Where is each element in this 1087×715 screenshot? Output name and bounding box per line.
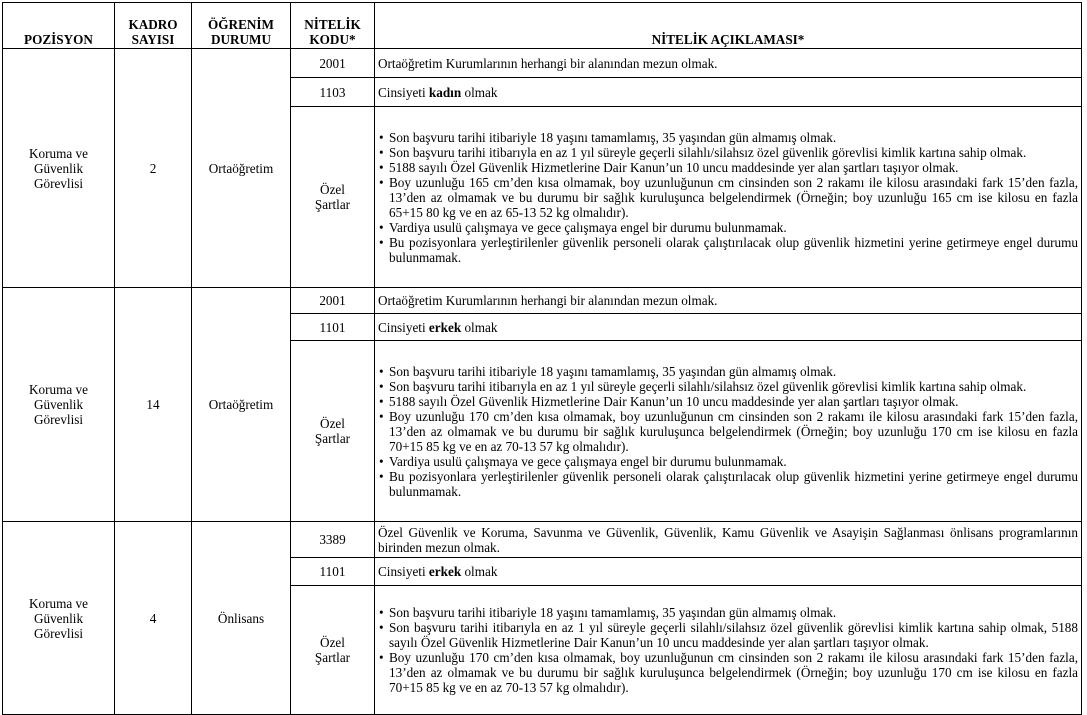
- header-nitelik-aciklamasi: NİTELİK AÇIKLAMASI*: [375, 3, 1082, 49]
- bullet-list: [378, 364, 1078, 499]
- list-item: • Boy uzunluğu 170 cm’den kısa olmamak, boy uzunluğunun cm cinsinden son 2 rakamı ile kilosu arasındaki fark 15’den fazla, 13’den az olmamak ve bu durumu bir sağlık kuruluşunca belgelendirmek (Örneğin; boy uzunluğu 170 cm ise kilosu en fazla 70+15 85 kg ve en az 70-13 57 kg olmalıdır).: [378, 409, 1078, 454]
- kadro-cell: 4: [115, 522, 192, 715]
- aciklama-cell: Cinsiyeti erkek olmak: [375, 314, 1082, 341]
- header-ogrenim-durumu: ÖĞRENİM DURUMU: [192, 3, 291, 49]
- table-row: [3, 288, 1082, 314]
- list-item: • 5188 sayılı Özel Güvenlik Hizmetlerine Dair Kanun’un 10 uncu maddesinde yer alan şartları taşıyor olmak.: [378, 160, 1078, 175]
- aciklama-cell: Ortaöğretim Kurumlarının herhangi bir alanından mezun olmak.: [375, 288, 1082, 314]
- table-row: [3, 522, 1082, 558]
- list-item: • Vardiya usulü çalışmaya ve gece çalışmaya engel bir durumu bulunmamak.: [378, 220, 1078, 235]
- aciklama-cell: Cinsiyeti kadın olmak: [375, 78, 1082, 107]
- list-item: • Son başvuru tarihi itibarıyla en az 1 yıl süreyle geçerli silahlı/silahsız özel güvenlik görevlisi kimlik kartına sahip olmak.: [378, 379, 1078, 394]
- ozel-sartlar-cell: Özel Şartlar: [291, 341, 375, 522]
- pozisyon-cell: Koruma ve Güvenlik Görevlisi: [3, 49, 115, 288]
- cinsiyet-bold: erkek: [428, 564, 462, 579]
- kod-cell: 3389: [291, 522, 375, 558]
- kod-cell: 1101: [291, 314, 375, 341]
- aciklama-cell: Özel Güvenlik ve Koruma, Savunma ve Güvenlik, Güvenlik, Kamu Güvenlik ve Asayişin Sağlanması önlisans programlarının birinden mezun olmak.: [375, 522, 1082, 558]
- list-item: • Son başvuru tarihi itibariyle 18 yaşını tamamlamış, 35 yaşından gün almamış olmak.: [378, 364, 1078, 379]
- kod-cell: 2001: [291, 288, 375, 314]
- pozisyon-cell: Koruma ve Güvenlik Görevlisi: [3, 288, 115, 522]
- aciklama-cell: Cinsiyeti erkek olmak: [375, 558, 1082, 586]
- cinsiyet-bold: erkek: [428, 319, 462, 335]
- list-item: • Son başvuru tarihi itibariyle 18 yaşını tamamlamış, 35 yaşından gün almamış olmak.: [378, 605, 1078, 620]
- aciklama-cell: [375, 341, 1082, 522]
- aciklama-cell: [375, 586, 1082, 715]
- header-pozisyon: POZİSYON: [3, 3, 115, 49]
- list-item: • Boy uzunluğu 170 cm’den kısa olmamak, boy uzunluğunun cm cinsinden son 2 rakamı ile kilosu arasındaki fark 15’den fazla, 13’den az olmamak ve bu durumu bir sağlık kuruluşunca belgelendirmek (Örneğin; boy uzunluğu 170 cm ise kilosu en fazla 70+15 85 kg ve en az 70-13 57 kg olmalıdır).: [378, 650, 1078, 695]
- ogrenim-cell: Ortaöğretim: [192, 288, 291, 522]
- table-row: [3, 49, 1082, 78]
- aciklama-cell: [375, 107, 1082, 288]
- aciklama-cell: Ortaöğretim Kurumlarının herhangi bir alanından mezun olmak.: [375, 49, 1082, 78]
- header-nitelik-kodu: NİTELİK KODU*: [291, 3, 375, 49]
- ogrenim-cell: Önlisans: [192, 522, 291, 715]
- bullet-list: [378, 605, 1078, 695]
- header-row: [3, 3, 1082, 49]
- cinsiyet-bold: kadın: [428, 84, 462, 100]
- list-item: • Son başvuru tarihi itibarıyla en az 1 yıl süreyle geçerli silahlı/silahsız özel güvenlik görevlisi kimlik kartına sahip olmak, 5188 sayılı Özel Güvenlik Hizmetlerine Dair Kanun’un 10 uncu maddesinde yer alan şartları taşıyor olmak.: [378, 620, 1078, 650]
- list-item: • Boy uzunluğu 165 cm’den kısa olmamak, boy uzunluğunun cm cinsinden son 2 rakamı ile kilosu arasındaki fark 15’den fazla, 13’den az olmamak ve bu durumu bir sağlık kuruluşunca belgelendirmek (Örneğin; boy uzunluğu 165 cm ise kilosu en fazla 65+15 80 kg ve en az 65-13 52 kg olmalıdır).: [378, 175, 1078, 220]
- bullet-list: [378, 130, 1078, 265]
- kod-cell: 1103: [291, 78, 375, 107]
- kadro-cell: 14: [115, 288, 192, 522]
- list-item: • Son başvuru tarihi itibarıyla en az 1 yıl süreyle geçerli silahlı/silahsız özel güvenlik görevlisi kimlik kartına sahip olmak.: [378, 145, 1078, 160]
- list-item: • 5188 sayılı Özel Güvenlik Hizmetlerine Dair Kanun’un 10 uncu maddesinde yer alan şartları taşıyor olmak.: [378, 394, 1078, 409]
- list-item: • Bu pozisyonlara yerleştirilenler güvenlik personeli olarak çalıştırılacak olup güvenlik hizmetini yerine getirmeye engel durumu bulunmamak.: [378, 235, 1078, 265]
- pozisyon-cell: Koruma ve Güvenlik Görevlisi: [3, 522, 115, 715]
- ogrenim-cell: Ortaöğretim: [192, 49, 291, 288]
- header-kadro-sayisi: KADRO SAYISI: [115, 3, 192, 49]
- ozel-sartlar-cell: Özel Şartlar: [291, 107, 375, 288]
- ozel-sartlar-cell: Özel Şartlar: [291, 586, 375, 715]
- list-item: • Vardiya usulü çalışmaya ve gece çalışmaya engel bir durumu bulunmamak.: [378, 454, 1078, 469]
- list-item: • Bu pozisyonlara yerleştirilenler güvenlik personeli olarak çalıştırılacak olup güvenlik hizmetini yerine getirmeye engel durumu bulunmamak.: [378, 469, 1078, 499]
- list-item: • Son başvuru tarihi itibariyle 18 yaşını tamamlamış, 35 yaşından gün almamış olmak.: [378, 130, 1078, 145]
- requirements-table: [2, 2, 1082, 715]
- kadro-cell: 2: [115, 49, 192, 288]
- kod-cell: 2001: [291, 49, 375, 78]
- kod-cell: 1101: [291, 558, 375, 586]
